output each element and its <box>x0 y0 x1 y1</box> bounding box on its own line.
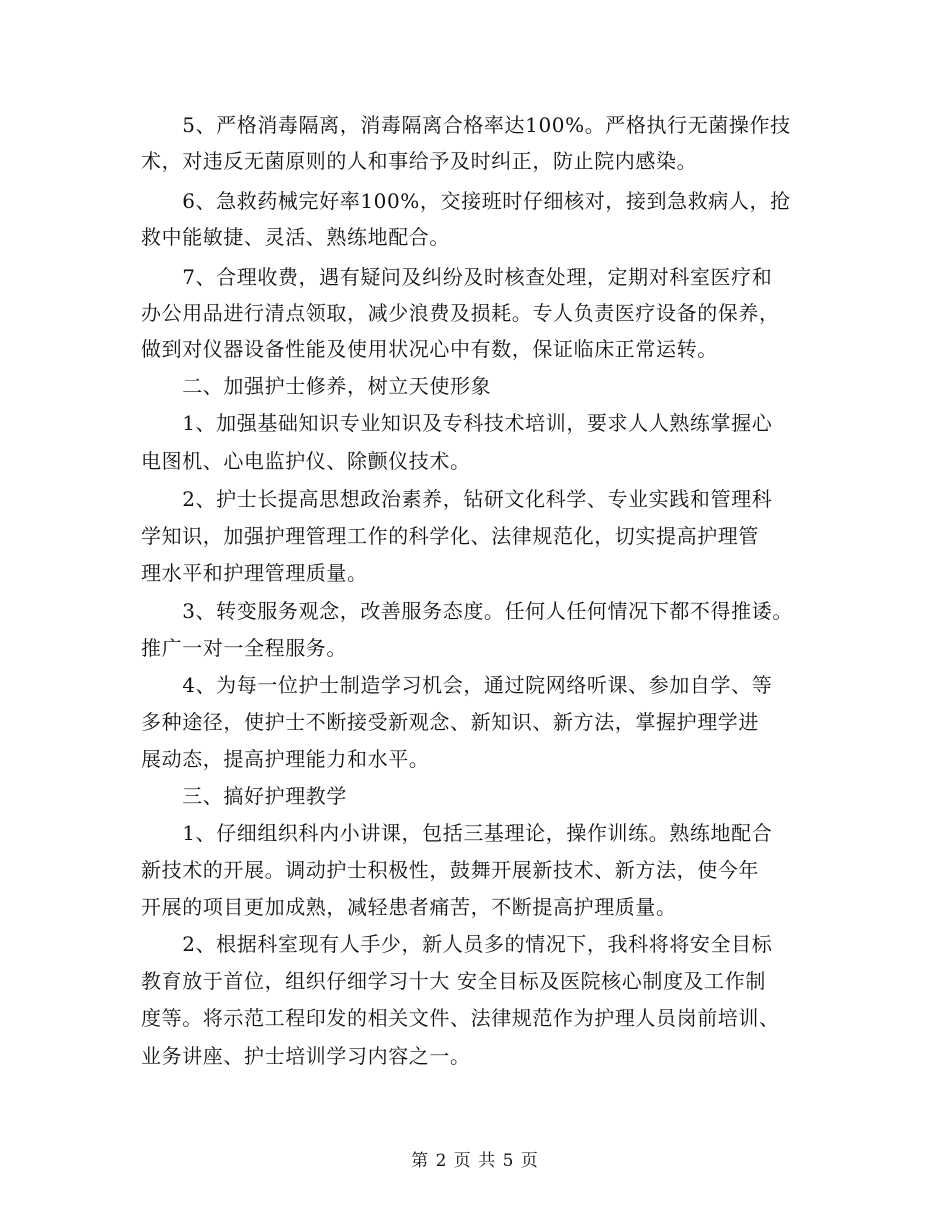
body-text-line: 7、合理收费，遇有疑问及纠纷及时核查处理，定期对科室医疗和 <box>141 265 773 289</box>
body-text-line: 2、根据科室现有人手少，新人员多的情况下，我科将将安全目标 <box>141 932 773 956</box>
body-text-line: 救中能敏捷、灵活、熟练地配合。 <box>141 225 450 249</box>
body-text-line: 电图机、心电监护仪、除颤仪技术。 <box>141 449 471 473</box>
body-text-line: 4、为每一位护士制造学习机会，通过院网络听课、参加自学、等 <box>141 673 773 697</box>
body-text-line: 展动态，提高护理能力和水平。 <box>141 747 430 771</box>
body-text-line: 办公用品进行清点领取，减少浪费及损耗。专人负责医疗设备的保养， <box>141 301 780 325</box>
section-heading: 二、加强护士修养，树立天使形象 <box>141 374 492 398</box>
body-text-line: 5、严格消毒隔离，消毒隔离合格率达100%。严格执行无菌操作技 <box>141 113 791 137</box>
body-text-line: 推广一对一全程服务。 <box>141 636 347 660</box>
body-text-line: 3、转变服务观念，改善服务态度。任何人任何情况下都不得推诿。 <box>141 599 793 623</box>
body-text-line: 度等。将示范工程印发的相关文件、法律规范作为护理人员岗前培训、 <box>141 1006 780 1030</box>
body-text-line: 1、加强基础知识专业知识及专科技术培训，要求人人熟练掌握心 <box>141 411 773 435</box>
page-number-footer: 第 2 页 共 5 页 <box>411 1151 539 1171</box>
section-heading: 三、搞好护理教学 <box>141 784 347 808</box>
body-text-line: 教育放于首位，组织仔细学习十大 安全目标及医院核心制度及工作制 <box>141 969 766 993</box>
body-text-line: 学知识，加强护理管理工作的科学化、法律规范化，切实提高护理管 <box>141 524 759 548</box>
body-text-line: 做到对仪器设备性能及使用状况心中有数，保证临床正常运转。 <box>141 337 718 361</box>
body-text-line: 1、仔细组织科内小讲课，包括三基理论，操作训练。熟练地配合 <box>141 821 773 845</box>
body-text-line: 业务讲座、护士培训学习内容之一。 <box>141 1044 471 1068</box>
body-text-line: 开展的项目更加成熟，减轻患者痛苦，不断提高护理质量。 <box>141 895 677 919</box>
body-text-line: 理水平和护理管理质量。 <box>141 561 368 585</box>
body-text-line: 多种途径，使护士不断接受新观念、新知识、新方法，掌握护理学进 <box>141 710 759 734</box>
body-text-line: 新技术的开展。调动护士积极性，鼓舞开展新技术、新方法，使今年 <box>141 858 759 882</box>
body-text-line: 术，对违反无菌原则的人和事给予及时纠正，防止院内感染。 <box>141 149 698 173</box>
body-text-line: 6、急救药械完好率100%，交接班时仔细核对，接到急救病人，抢 <box>141 189 791 213</box>
body-text-line: 2、护士长提高思想政治素养，钻研文化科学、专业实践和管理科 <box>141 487 773 511</box>
